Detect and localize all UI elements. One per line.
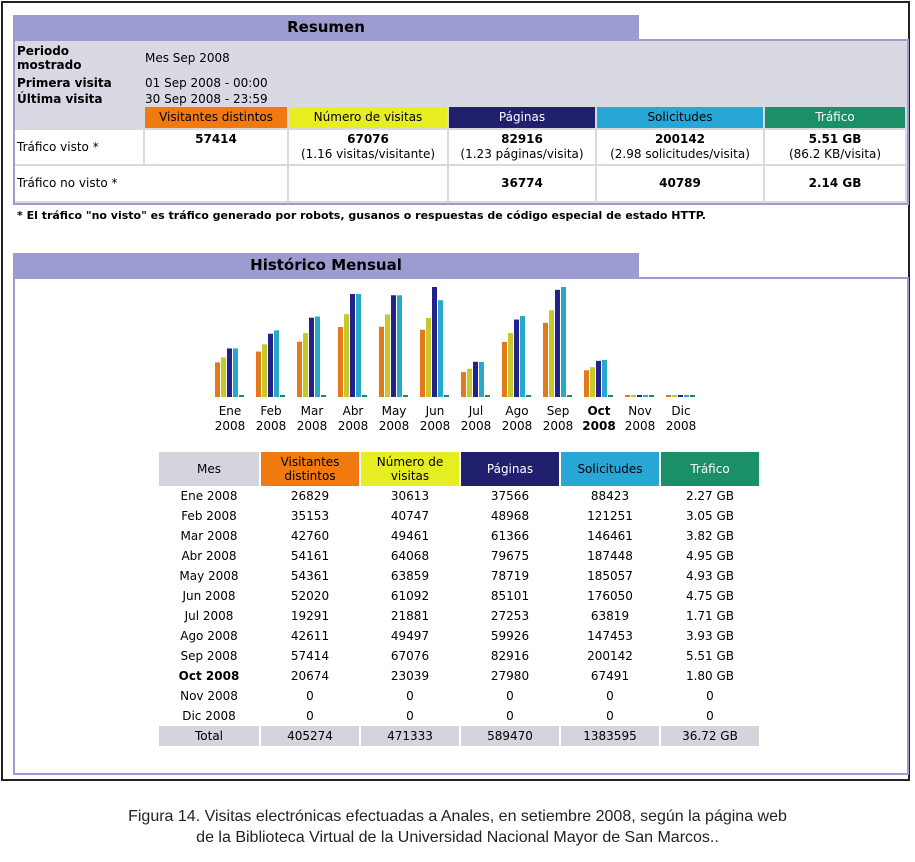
bar-pages — [432, 287, 437, 397]
bar-visitors — [502, 342, 507, 397]
seen-pages-cell — [449, 130, 595, 164]
bar-visitors — [420, 330, 425, 397]
bar-requests — [356, 294, 361, 397]
bar-visits — [426, 318, 431, 397]
month-cell: Ago 2008 — [180, 629, 238, 643]
col-header-visits: Número de visitas — [361, 452, 459, 486]
month-cell: Jul 2008 — [184, 609, 234, 623]
unseen-requests-value: 40789 — [659, 176, 701, 190]
table-row — [159, 706, 759, 726]
value-cell: 26829 — [290, 489, 330, 503]
bar-visits — [590, 367, 595, 397]
col-header-traffic: Tráfico — [661, 452, 759, 486]
month-cell: Sep 2008 — [180, 649, 238, 663]
seen-pages-sub: (1.23 páginas/visita) — [460, 147, 584, 161]
month-cell: Mar 2008 — [180, 529, 238, 543]
bar-visits — [303, 333, 308, 397]
value-cell: 42611 — [290, 629, 330, 643]
summary-header-traffic: Tráfico — [765, 107, 905, 128]
value-cell: 49461 — [390, 529, 430, 543]
value-cell: 147453 — [587, 629, 633, 643]
value-cell: 20674 — [290, 669, 330, 683]
table-row — [159, 686, 759, 706]
value-cell: 67491 — [590, 669, 630, 683]
first-visit-value: 01 Sep 2008 - 00:00 — [145, 76, 268, 90]
tick-label-year: 2008 — [542, 419, 574, 433]
bar-visitors — [338, 327, 343, 397]
summary-header-requests: Solicitudes — [597, 107, 763, 128]
seen-visits-sub: (1.16 visitas/visitante) — [300, 147, 436, 161]
caption-line-2: de la Biblioteca Virtual de la Universidad Nacional Mayor de San Marcos.. — [196, 829, 719, 846]
value-cell: 54361 — [290, 569, 330, 583]
col-header-requests: Solicitudes — [561, 452, 659, 486]
tick-label-year: 2008 — [460, 419, 492, 433]
period-value: Mes Sep 2008 — [145, 51, 230, 65]
value-cell: 4.93 GB — [685, 569, 735, 583]
bar-visitors — [256, 352, 261, 397]
month-cell: Oct 2008 — [178, 669, 240, 683]
month-cell: May 2008 — [179, 569, 239, 583]
bar-traffic — [526, 395, 531, 397]
bar-traffic — [362, 395, 367, 397]
value-cell: 3.93 GB — [685, 629, 735, 643]
bar-requests — [315, 317, 320, 397]
tick-label-year: 2008 — [419, 419, 451, 433]
table-row — [159, 526, 759, 546]
tick-label-year: 2008 — [665, 419, 697, 433]
tick-label-month: Feb — [260, 404, 282, 418]
bar-requests — [684, 395, 689, 397]
value-cell: 200142 — [587, 649, 633, 663]
value-cell: 0 — [406, 689, 414, 703]
value-cell: 61366 — [490, 529, 530, 543]
value-cell: 64068 — [390, 549, 430, 563]
tick-label-year: 2008 — [337, 419, 369, 433]
month-cell: Feb 2008 — [181, 509, 237, 523]
bar-visitors — [461, 372, 466, 397]
bar-pages — [678, 395, 683, 397]
value-cell: 187448 — [587, 549, 633, 563]
bar-traffic — [403, 395, 408, 397]
tick-label-month: Nov — [628, 404, 652, 418]
total-value: 36.72 GB — [661, 726, 759, 746]
summary-header-visits: Número de visitas — [289, 107, 447, 128]
tick-label-month: Jul — [468, 404, 484, 418]
value-cell: 176050 — [587, 589, 633, 603]
seen-requests-cell — [597, 130, 763, 164]
value-cell: 54161 — [290, 549, 330, 563]
seen-requests-value: 200142 — [654, 132, 706, 146]
seen-visits-value: 67076 — [347, 132, 389, 146]
unseen-visits-cell — [289, 166, 447, 201]
unseen-traffic-value: 2.14 GB — [808, 176, 862, 190]
bar-requests — [643, 395, 648, 397]
monthly-table-body — [159, 486, 759, 746]
tick-label-year: 2008 — [582, 419, 616, 433]
bar-traffic — [567, 395, 572, 397]
tick-label-month: Dic — [671, 404, 691, 418]
seen-traffic-value: 5.51 GB — [808, 132, 862, 146]
bar-traffic — [608, 395, 613, 397]
value-cell: 48968 — [490, 509, 530, 523]
value-cell: 40747 — [390, 509, 430, 523]
value-cell: 88423 — [590, 489, 630, 503]
bar-visits — [344, 314, 349, 397]
bar-requests — [397, 295, 402, 397]
value-cell: 0 — [306, 709, 314, 723]
bar-visits — [467, 369, 472, 397]
value-cell: 1.80 GB — [685, 669, 735, 683]
bar-visits — [672, 395, 677, 397]
bar-requests — [520, 316, 525, 397]
unseen-requests-cell — [597, 166, 763, 201]
tick-label-month: Ago — [505, 404, 529, 418]
table-row — [159, 506, 759, 526]
value-cell: 0 — [506, 689, 514, 703]
value-cell: 57414 — [290, 649, 330, 663]
table-row — [159, 646, 759, 666]
total-value: 1383595 — [561, 726, 659, 746]
value-cell: 67076 — [390, 649, 430, 663]
bar-visitors — [297, 342, 302, 397]
total-value: 471333 — [361, 726, 459, 746]
seen-visitors-cell — [145, 130, 287, 164]
caption-line-1: Figura 14. Visitas electrónicas efectuadas a Anales, en setiembre 2008, según la página web — [128, 808, 787, 825]
total-row — [159, 726, 759, 746]
unseen-pages-cell — [449, 166, 595, 201]
value-cell: 0 — [406, 709, 414, 723]
value-cell: 0 — [606, 689, 614, 703]
bar-pages — [473, 362, 478, 397]
figure-frame — [1, 1, 910, 781]
tick-label-month: May — [381, 404, 407, 418]
value-cell: 63859 — [390, 569, 430, 583]
value-cell: 82916 — [490, 649, 530, 663]
bar-traffic — [280, 395, 285, 397]
value-cell: 85101 — [490, 589, 530, 603]
tick-label-month: Oct — [587, 404, 611, 418]
value-cell: 0 — [606, 709, 614, 723]
seen-visits-cell — [289, 130, 447, 164]
bar-visitors — [379, 327, 384, 397]
monthly-bar-chart — [15, 279, 907, 439]
table-row — [159, 546, 759, 566]
bar-pages — [596, 361, 601, 397]
value-cell: 30613 — [390, 489, 430, 503]
bar-traffic — [690, 395, 695, 397]
bar-visitors — [584, 370, 589, 397]
table-row — [159, 606, 759, 626]
last-visit-label: Última visita — [17, 92, 103, 106]
tick-label-year: 2008 — [296, 419, 328, 433]
bar-traffic — [485, 395, 490, 397]
bar-pages — [637, 395, 642, 397]
tick-label-month: Ene — [218, 404, 242, 418]
value-cell: 49497 — [390, 629, 430, 643]
bar-traffic — [239, 395, 244, 397]
value-cell: 121251 — [587, 509, 633, 523]
period-label: Periodo mostrado — [17, 44, 82, 72]
tick-label-year: 2008 — [378, 419, 410, 433]
table-row — [159, 486, 759, 506]
summary-header-pages: Páginas — [449, 107, 595, 128]
total-value: 589470 — [461, 726, 559, 746]
month-cell: Abr 2008 — [181, 549, 237, 563]
bar-visits — [385, 314, 390, 397]
bar-visits — [508, 333, 513, 397]
bar-requests — [438, 300, 443, 397]
bar-requests — [233, 348, 238, 397]
summary-header-visitors: Visitantes distintos — [145, 107, 287, 128]
col-header-pages: Páginas — [461, 452, 559, 486]
seen-requests-sub: (2.98 solicitudes/visita) — [610, 147, 750, 161]
bar-pages — [227, 348, 232, 397]
month-cell: Nov 2008 — [180, 689, 238, 703]
seen-visitors-value: 57414 — [195, 132, 237, 146]
tick-label-year: 2008 — [214, 419, 246, 433]
bar-pages — [391, 295, 396, 397]
last-visit-value: 30 Sep 2008 - 23:59 — [145, 92, 268, 106]
value-cell: 63819 — [590, 609, 630, 623]
seen-traffic-cell — [765, 130, 905, 164]
unseen-traffic-cell — [765, 166, 905, 201]
table-row — [159, 566, 759, 586]
value-cell: 35153 — [290, 509, 330, 523]
value-cell: 4.95 GB — [685, 549, 735, 563]
bar-requests — [602, 360, 607, 397]
tick-label-month: Sep — [546, 404, 570, 418]
value-cell: 52020 — [290, 589, 330, 603]
value-cell: 27253 — [490, 609, 530, 623]
value-cell: 79675 — [490, 549, 530, 563]
total-value: 405274 — [261, 726, 359, 746]
bar-visits — [221, 357, 226, 397]
monthly-table — [157, 452, 761, 746]
value-cell: 0 — [306, 689, 314, 703]
month-cell: Dic 2008 — [182, 709, 236, 723]
total-label: Total — [159, 726, 259, 746]
value-cell: 19291 — [290, 609, 330, 623]
unseen-traffic-label: Tráfico no visto * — [15, 166, 287, 201]
footnote: * El tráfico "no visto" es tráfico generado por robots, gusanos o respuestas de código especial de estado HTTP. — [17, 209, 706, 222]
bar-pages — [514, 320, 519, 397]
bar-traffic — [321, 395, 326, 397]
value-cell: 61092 — [390, 589, 430, 603]
value-cell: 146461 — [587, 529, 633, 543]
value-cell: 59926 — [490, 629, 530, 643]
value-cell: 3.05 GB — [685, 509, 735, 523]
table-row — [159, 626, 759, 646]
summary-title: Resumen — [13, 15, 639, 39]
value-cell: 23039 — [390, 669, 430, 683]
bar-requests — [561, 287, 566, 397]
bar-visitors — [625, 395, 630, 397]
tick-label-month: Jun — [425, 404, 445, 418]
value-cell: 0 — [506, 709, 514, 723]
bar-requests — [479, 362, 484, 397]
value-cell: 3.82 GB — [685, 529, 735, 543]
tick-label-month: Mar — [300, 404, 324, 418]
col-header-visitors: Visitantes distintos — [261, 452, 359, 486]
bar-pages — [268, 334, 273, 397]
tick-label-year: 2008 — [255, 419, 287, 433]
tick-label-month: Abr — [342, 404, 364, 418]
col-header-month: Mes — [159, 452, 259, 486]
bar-pages — [555, 290, 560, 397]
bar-pages — [350, 294, 355, 397]
value-cell: 42760 — [290, 529, 330, 543]
value-cell: 185057 — [587, 569, 633, 583]
bar-requests — [274, 330, 279, 397]
bar-visitors — [543, 323, 548, 397]
tick-label-year: 2008 — [624, 419, 656, 433]
month-cell: Jun 2008 — [182, 589, 236, 603]
value-cell: 78719 — [490, 569, 530, 583]
first-visit-label: Primera visita — [17, 76, 112, 90]
value-cell: 1.71 GB — [685, 609, 735, 623]
history-title: Histórico Mensual — [13, 253, 639, 277]
unseen-pages-value: 36774 — [501, 176, 543, 190]
bar-traffic — [649, 395, 654, 397]
seen-pages-value: 82916 — [501, 132, 543, 146]
tick-label-year: 2008 — [501, 419, 533, 433]
bar-pages — [309, 318, 314, 397]
seen-traffic-sub: (86.2 KB/visita) — [788, 147, 882, 161]
seen-traffic-label: Tráfico visto * — [15, 130, 143, 164]
value-cell: 2.27 GB — [685, 489, 735, 503]
bar-visitors — [666, 395, 671, 397]
value-cell: 37566 — [490, 489, 530, 503]
table-row — [159, 586, 759, 606]
figure-caption — [0, 806, 915, 848]
value-cell: 5.51 GB — [685, 649, 735, 663]
value-cell: 27980 — [490, 669, 530, 683]
value-cell: 0 — [706, 709, 714, 723]
bar-visitors — [215, 362, 220, 397]
bar-visits — [549, 310, 554, 397]
bar-visits — [631, 395, 636, 397]
month-cell: Ene 2008 — [180, 489, 238, 503]
bar-traffic — [444, 395, 449, 397]
bar-visits — [262, 344, 267, 397]
value-cell: 0 — [706, 689, 714, 703]
value-cell: 4.75 GB — [685, 589, 735, 603]
table-row — [159, 666, 759, 686]
value-cell: 21881 — [390, 609, 430, 623]
